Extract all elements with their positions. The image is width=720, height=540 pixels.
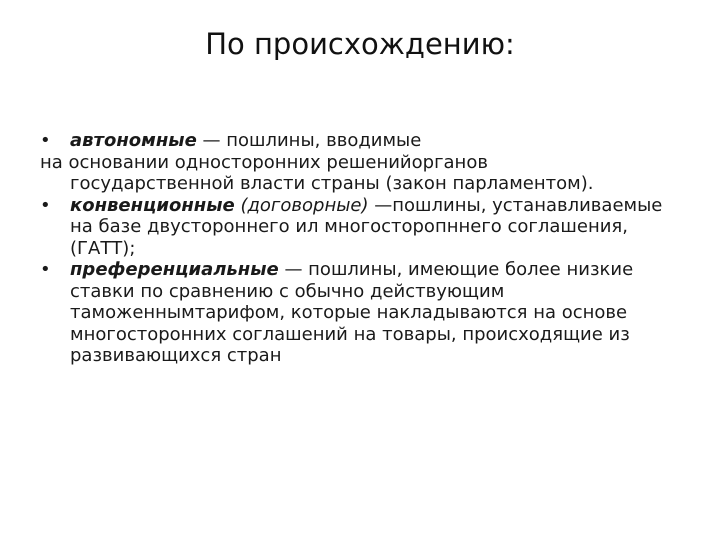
list-item-autonomous [40,130,680,195]
slide-title: По происхождению: [205,27,515,61]
bullet-list [40,130,680,367]
list-item-conventional [40,195,680,260]
bullet-icon: • [40,194,51,216]
item-text: — пошлины, имеющие более низкие ставки по сравнению с обычно действующим таможеннымтарифом, которые накладываются на основе многосторонних соглашений на товары, происходящие из развивающихся стран [70,259,634,366]
item-text: государственной власти страны (закон парламентом). [70,173,594,194]
item-text-outdented: на основании односторонних решенийорганов [40,151,488,173]
term-autonomous: автономные [70,130,197,151]
item-text: —пошлины, устанавливаемые на базе двустороннего ил многосторопннего соглашения,(ГАТТ); [70,194,663,259]
term-preferential: преференциальные [70,259,279,280]
term-qualifier: (договорные) [234,194,369,216]
term-conventional: конвенционные [70,194,235,216]
list-item-preferential [40,259,680,367]
bullet-icon: • [40,130,51,151]
item-first-line [70,130,680,152]
item-text: — пошлины, вводимые [196,130,422,151]
bullet-icon: • [40,259,51,280]
